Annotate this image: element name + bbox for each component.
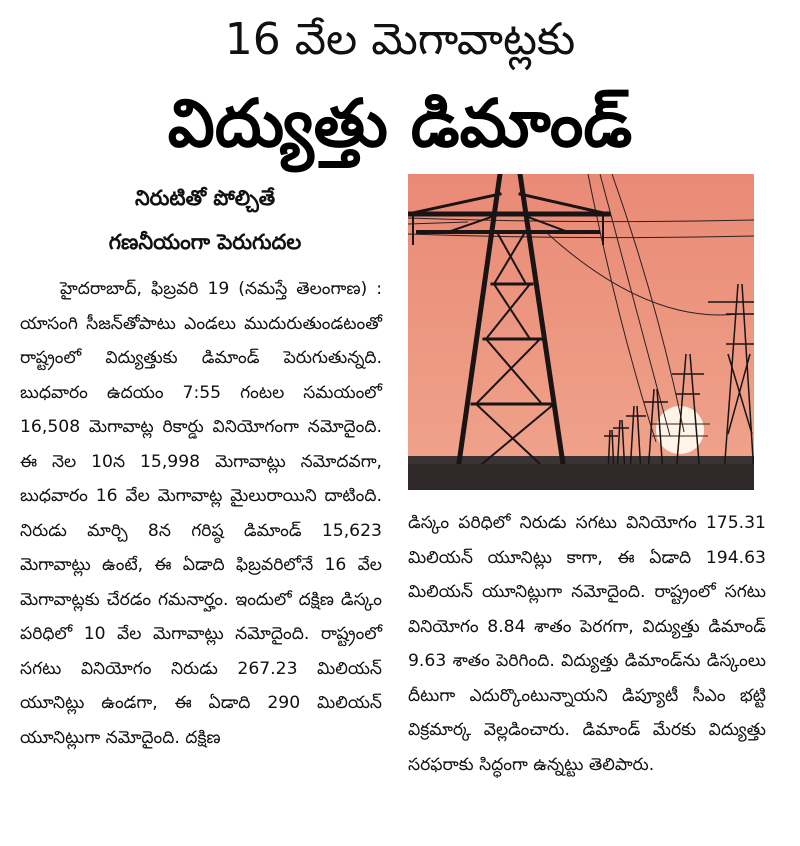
headline-kicker: 16 వేల మెగావాట్లకు xyxy=(224,14,576,65)
article-body-left-column: హైదరాబాద్, ఫిబ్రవరి 19 (నమస్తే తెలంగాణ) : యాసంగి సీజన్‌తోపాటు ఎండలు ముదురుతుండటంతో రాష్ట్రంలో విద్యుత్తుకు డిమాండ్ పెరుగుతున్నది. బుధవారం ఉదయం 7:55 గంటల సమయంలో 16,508 మెగావాట్ల రికార్డు వినియోగంగా నమోదైంది. ఈ నెల 10న 15,998 మెగావాట్లు నమోదవగా, బుధవారం 16 వేల మెగావాట్ల మైలురాయిని దాటింది. నిరుడు మార్చి 8న గరిష్ఠ డిమాండ్ 15,623 మెగావాట్లు ఉంటే, ఈ ఏడాది ఫిబ్రవరిలోనే 16 వేల మెగావాట్లకు చేరడం గమనార్హం. ఇందులో దక్షిణ డిస్కం పరిధిలో 10 వేల మెగావాట్లు నమోదైంది. రాష్ట్రంలో సగటు వినియోగం నిరుడు 267.23 మిలియన్ యూనిట్లు ఉండగా, ఈ ఏడాది 290 మిలియన్ యూనిట్లుగా నమోదైంది. దక్షిణ xyxy=(20,279,382,748)
article-body-right-column: డిస్కం పరిధిలో నిరుడు సగటు వినియోగం 175.31 మిలియన్ యూనిట్లు కాగా, ఈ ఏడాది 194.63 మిలియన్ యూనిట్లుగా నమోదైంది. రాష్ట్రంలో సగటు వినియోగం 8.84 శాతం పెరగగా, విద్యుత్తు డిమాండ్ 9.63 శాతం పెరిగింది. విద్యుత్తు డిమాండ్‌ను డిస్కంలు దీటుగా ఎదుర్కొంటున్నాయని డిప్యూటీ సీఎం భట్టి విక్రమార్క వెల్లడించారు. డిమాండ్ మేరకు విద్యుత్తు సరఫరాకు సిద్ధంగా ఉన్నట్టు తెలిపారు. xyxy=(408,513,766,775)
power-tower-photo xyxy=(408,174,754,490)
headline: విద్యుత్తు డిమాండ్ xyxy=(167,85,633,162)
subheadline-line-2: గణనీయంగా పెరుగుదల xyxy=(108,230,302,254)
subheadline-line-1: నిరుటితో పోల్చితే xyxy=(134,186,276,210)
